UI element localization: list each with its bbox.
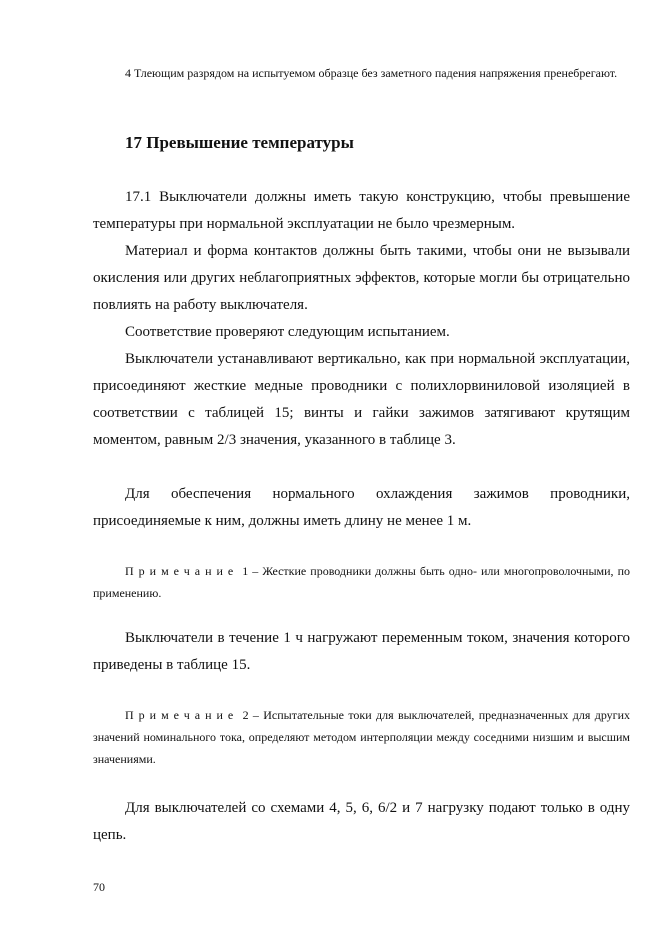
footnote-4: 4 Тлеющим разрядом на испытуемом образце без заметного падения напряжения пренебрегают. bbox=[125, 66, 618, 80]
note-1-text: 1 – Жесткие проводники должны быть одно- или многопроволочными, по применению. bbox=[93, 564, 630, 600]
section-heading: 17 Превышение температуры bbox=[125, 133, 354, 152]
note-1 bbox=[93, 560, 630, 604]
paragraph-17-1: 17.1 Выключатели должны иметь такую конструкцию, чтобы превышение температуры при нормальной эксплуатации не было чрезмерным. bbox=[93, 189, 630, 232]
note-1-label: Примечание bbox=[125, 564, 239, 578]
paragraph-cooling: Для обеспечения нормального охлаждения зажимов проводники, присоединяемые к ним, должны иметь длину не менее 1 м. bbox=[93, 486, 630, 529]
note-2-text: 2 – Испытательные токи для выключателей, предназначенных для других значений номинального тока, определяют методом интерполяции между соседними низшим и высшим значениями. bbox=[93, 708, 630, 766]
note-2 bbox=[93, 704, 630, 770]
page-number: 70 bbox=[93, 880, 105, 894]
paragraph-contacts: Материал и форма контактов должны быть такими, чтобы они не вызывали окисления или других неблагоприятных эффектов, которые могли бы отрицательно повлиять на работу выключателя. bbox=[93, 243, 630, 313]
paragraph-schemes: Для выключателей со схемами 4, 5, 6, 6/2 и 7 нагрузку подают только в одну цепь. bbox=[93, 800, 630, 843]
paragraph-load: Выключатели в течение 1 ч нагружают переменным током, значения которого приведены в таблице 15. bbox=[93, 630, 630, 673]
paragraph-mounting: Выключатели устанавливают вертикально, как при нормальной эксплуатации, присоединяют жесткие медные проводники с полихлорвиниловой изоляцией в соответствии с таблицей 15; винты и гайки зажимов затягивают крутящим моментом, равным 2/3 значения, указанного в таблице 3. bbox=[93, 351, 630, 448]
paragraph-compliance: Соответствие проверяют следующим испытанием. bbox=[125, 324, 450, 340]
note-2-label: Примечание bbox=[125, 708, 239, 722]
